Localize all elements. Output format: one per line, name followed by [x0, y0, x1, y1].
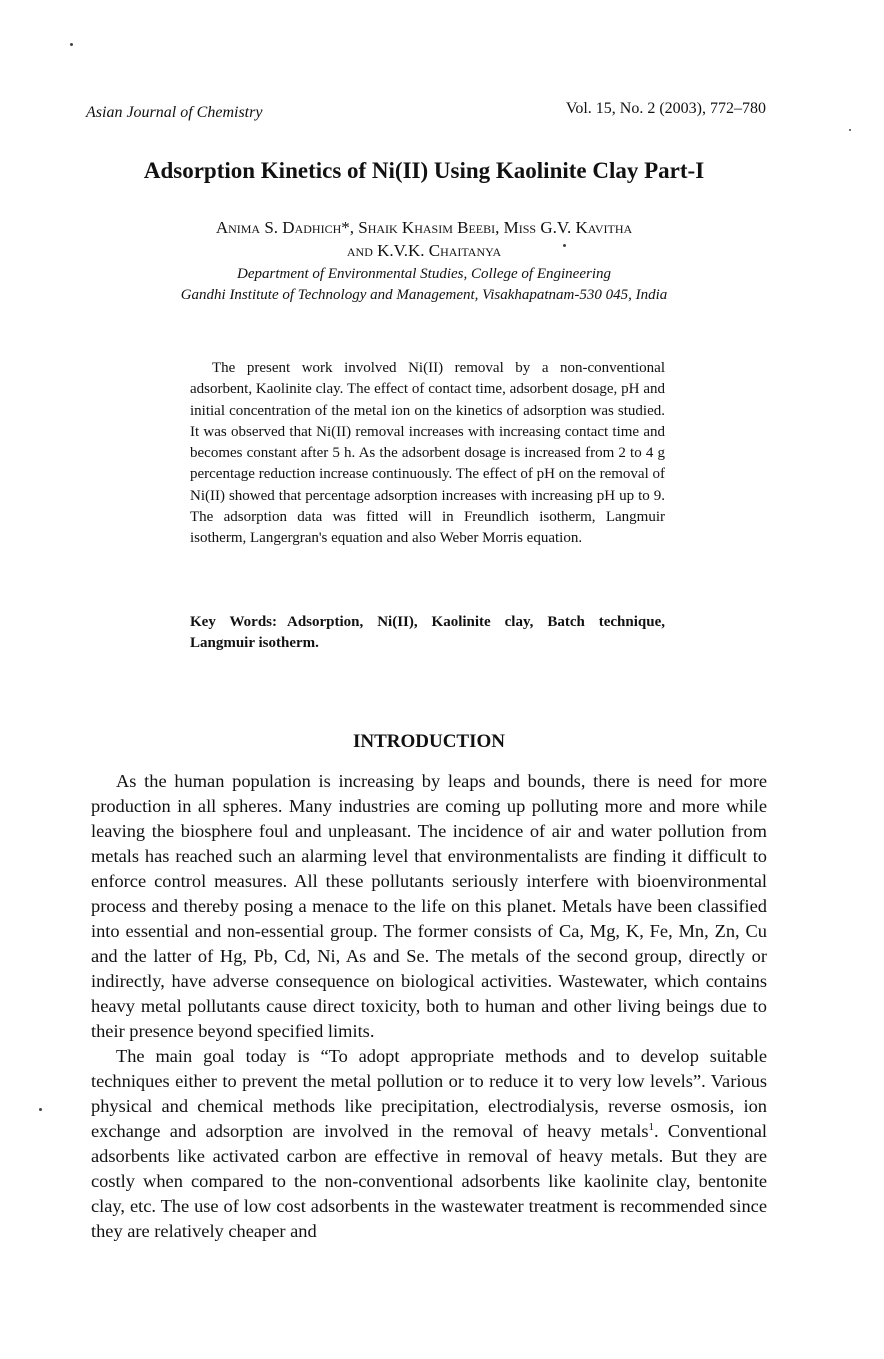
- running-header: [86, 100, 766, 128]
- author-line-1: Anima S. Dadhich*, Shaik Khasim Beebi, Miss G.V. Kavitha: [215, 218, 633, 237]
- scan-speck: [39, 1108, 42, 1111]
- affiliation: [0, 264, 848, 306]
- intro-paragraph-2-text-b: . Conventional adsorbents like activated carbon are effective in removal of heavy metals. But they are costly when compared to the non-conventional adsorbents like kaolinite clay, bentonite clay, etc. The use of low cost adsorbents in the wastewater treatment is recommended since they are relatively cheaper and: [91, 1121, 767, 1241]
- affiliation-line-1: Department of Environmental Studies, College of Engineering: [237, 266, 611, 282]
- intro-paragraph-1: As the human population is increasing by leaps and bounds, there is need for more production in all spheres. Many industries are coming up polluting more and more while leaving the biosphere foul and unpleasant. The incidence of air and water pollution from metals has reached such an alarming level that environmentalists are finding it difficult to enforce control measures. All these pollutants seriously interfere with bioenvironmental process and thereby posing a menace to the life on this planet. Metals have been classified into essential and non-essential group. The former consists of Ca, Mg, K, Fe, Mn, Zn, Cu and the latter of Hg, Pb, Cd, Ni, As and Se. The metals of the second group, directly or indirectly, have adverse consequence on biological activities. Wastewater, which contains heavy metal pollutants cause direct toxicity, both to human and other living beings due to their presence beyond specified limits.: [91, 771, 767, 1041]
- journal-name: Asian Journal of Chemistry: [86, 104, 263, 121]
- citation-ref: 1: [648, 1120, 655, 1133]
- abstract: The present work involved Ni(II) removal by a non-conventional adsorbent, Kaolinite clay. The effect of contact time, adsorbent dosage, pH and initial concentration of the metal ion on the kinetics of adsorption was studied. It was observed that Ni(II) removal increases with increasing contact time and becomes constant after 5 h. As the adsorbent dosage is increased from 2 to 4 g percentage reduction increase continuously. The effect of pH on the removal of Ni(II) showed that percentage adsorption increases with increasing pH up to 9. The adsorption data was fitted will in Freundlich isotherm, Langmuir isotherm, Langergran's equation and also Weber Morris equation.: [190, 360, 665, 547]
- scan-speck: [563, 244, 566, 247]
- intro-paragraph-2-text-a: The main goal today is “To adopt appropriate methods and to develop suitable techniques either to prevent the metal pollution or to reduce it to very low levels”. Various physical and chemical methods like precipitation, electrodialysis, reverse osmosis, ion exchange and adsorption are involved in the removal of heavy metals: [91, 1046, 767, 1141]
- affiliation-line-2: Gandhi Institute of Technology and Management, Visakhapatnam-530 045, India: [180, 287, 668, 303]
- scan-speck: [849, 129, 851, 131]
- intro-paragraph-2: [91, 1044, 767, 1244]
- keywords-label: Key Words:: [190, 614, 277, 630]
- paper-title: Adsorption Kinetics of Ni(II) Using Kaolinite Clay Part-I: [143, 158, 705, 183]
- section-heading-introduction: INTRODUCTION: [352, 731, 506, 752]
- volume-info: Vol. 15, No. 2 (2003), 772–780: [565, 100, 766, 117]
- keywords-text: Adsorption, Ni(II), Kaolinite clay, Batch technique, Langmuir isotherm.: [190, 614, 665, 652]
- scan-speck: [70, 43, 73, 46]
- author-list: [0, 216, 848, 262]
- keywords: [190, 612, 665, 655]
- author-line-2: and K.V.K. Chaitanya: [346, 241, 502, 260]
- introduction-body: [91, 769, 767, 1244]
